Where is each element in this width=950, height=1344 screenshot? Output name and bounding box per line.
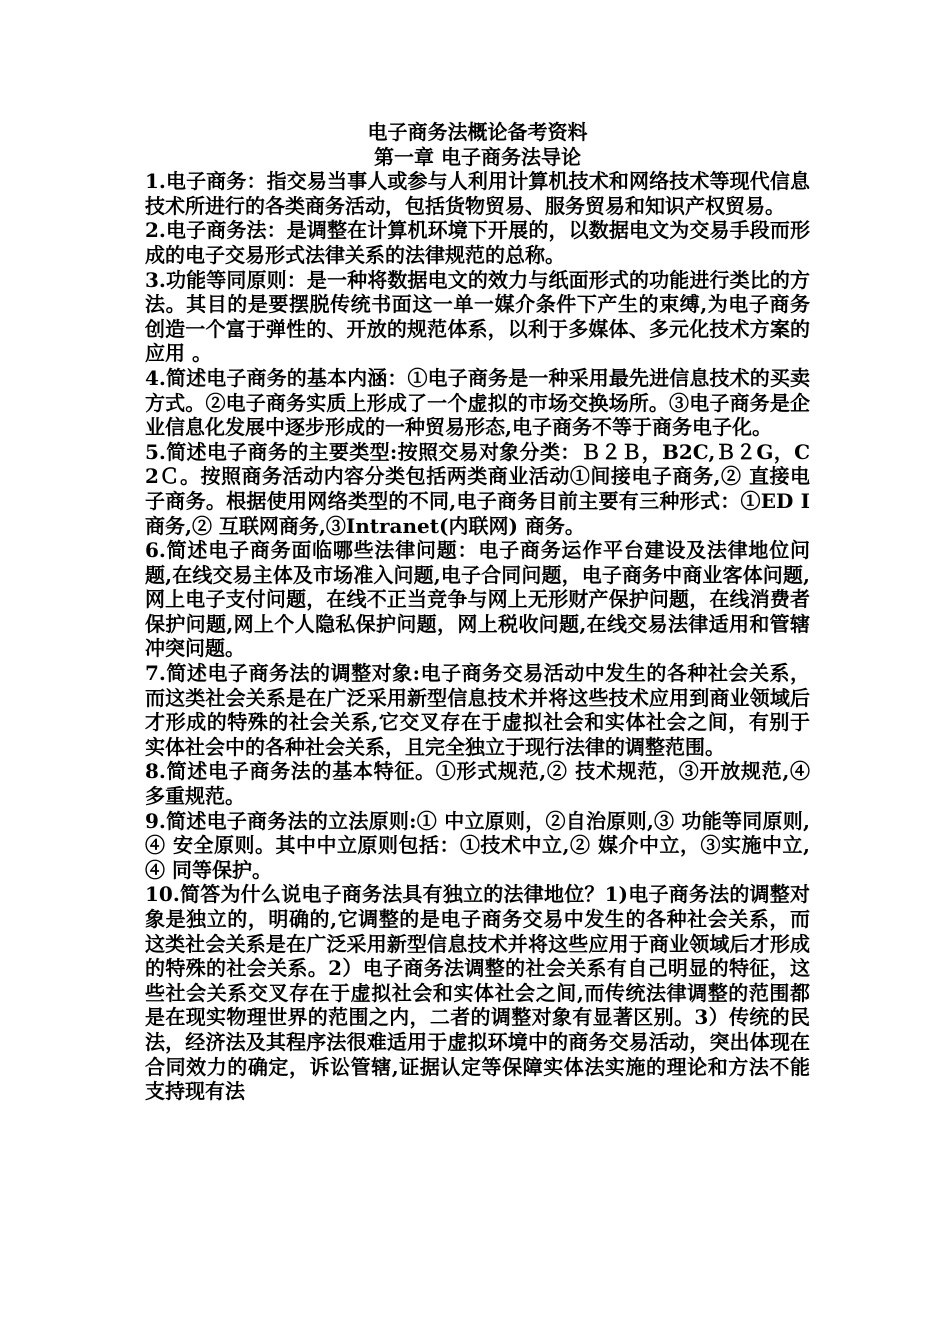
paragraph-7: 7.简述电子商务法的调整对象:电子商务交易活动中发生的各种社会关系，而这类社会关系是在广泛采用新型信息技术并将这些技术应用到商业领域后才形成的特殊的社会关系,它交叉存在于虚拟社会和实体社会之间，有别于实体社会中的各种社会关系，且完全独立于现行法律的调整范围。 xyxy=(145,661,810,759)
paragraph-10: 10.简答为什么说电子商务法具有独立的法律地位？1)电子商务法的调整对象是独立的，明确的,它调整的是电子商务交易中发生的各种社会关系，而这类社会关系是在广泛采用新型信息技术并将这些应用于商业领域后才形成的特殊的社会关系。2）电子商务法调整的社会关系有自己明显的特征，这些社会关系交叉存在于虚拟社会和实体社会之间,而传统法律调整的范围都是在现实物理世界的范围之内，二者的调整对象有显著区别。3）传统的民法，经济法及其程序法很难适用于虚拟环境中的商务交易活动，突出体现在合同效力的确定，诉讼管辖,证据认定等保障实体法实施的理论和方法不能支持现有法 xyxy=(145,882,810,1104)
paragraph-4: 4.简述电子商务的基本内涵：①电子商务是一种采用最先进信息技术的买卖方式。②电子商务实质上形成了一个虚拟的市场交换场所。③电子商务是企业信息化发展中逐步形成的一种贸易形态,电子商务不等于商务电子化。 xyxy=(145,365,810,440)
chapter-heading: 第一章 电子商务法导论 xyxy=(374,144,581,169)
paragraph-5: 5.简述电子商务的主要类型:按照交易对象分类：Ｂ２Ｂ，B2C,Ｂ２G，C2Ｃ。按照商务活动内容分类包括两类商业活动①间接电子商务,② 直接电子商务。根据使用网络类型的不同,电子商务目前主要有三种形式：①ED I 商务,② 互联网商务,③Intranet(内联网) 商务。 xyxy=(145,439,810,538)
paragraph-8: 8.简述电子商务法的基本特征。①形式规范,② 技术规范，③开放规范,④ 多重规范。 xyxy=(145,759,810,809)
paragraph-1: 1.电子商务：指交易当事人或参与人利用计算机技术和网络技术等现代信息技术所进行的各类商务活动，包括货物贸易、服务贸易和知识产权贸易。 xyxy=(145,169,810,218)
document-body xyxy=(145,120,810,1104)
paragraph-3: 3.功能等同原则：是一种将数据电文的效力与纸面形式的功能进行类比的方法。其目的是要摆脱传统书面这一单一媒介条件下产生的束缚,为电子商务创造一个富于弹性的、开放的规范体系，以利于多媒体、多元化技术方案的应用 。 xyxy=(145,267,810,366)
paragraph-2: 2.电子商务法：是调整在计算机环境下开展的，以数据电文为交易手段而形成的电子交易形式法律关系的法律规范的总称。 xyxy=(145,218,810,267)
document-title: 电子商务法概论备考资料 xyxy=(367,120,588,144)
paragraph-9: 9.简述电子商务法的立法原则:① 中立原则，②自治原则,③ 功能等同原则,④ 安全原则。其中中立原则包括：①技术中立,② 媒介中立，③实施中立,④ 同等保护。 xyxy=(145,808,810,882)
paragraph-6: 6.简述电子商务面临哪些法律问题：电子商务运作平台建设及法律地位问题,在线交易主体及市场准入问题,电子合同问题，电子商务中商业客体问题,网上电子支付问题，在线不正当竞争与网上无形财产保护问题，在线消费者保护问题,网上个人隐私保护问题，网上税收问题,在线交易法律适用和管辖冲突问题。 xyxy=(145,538,810,661)
